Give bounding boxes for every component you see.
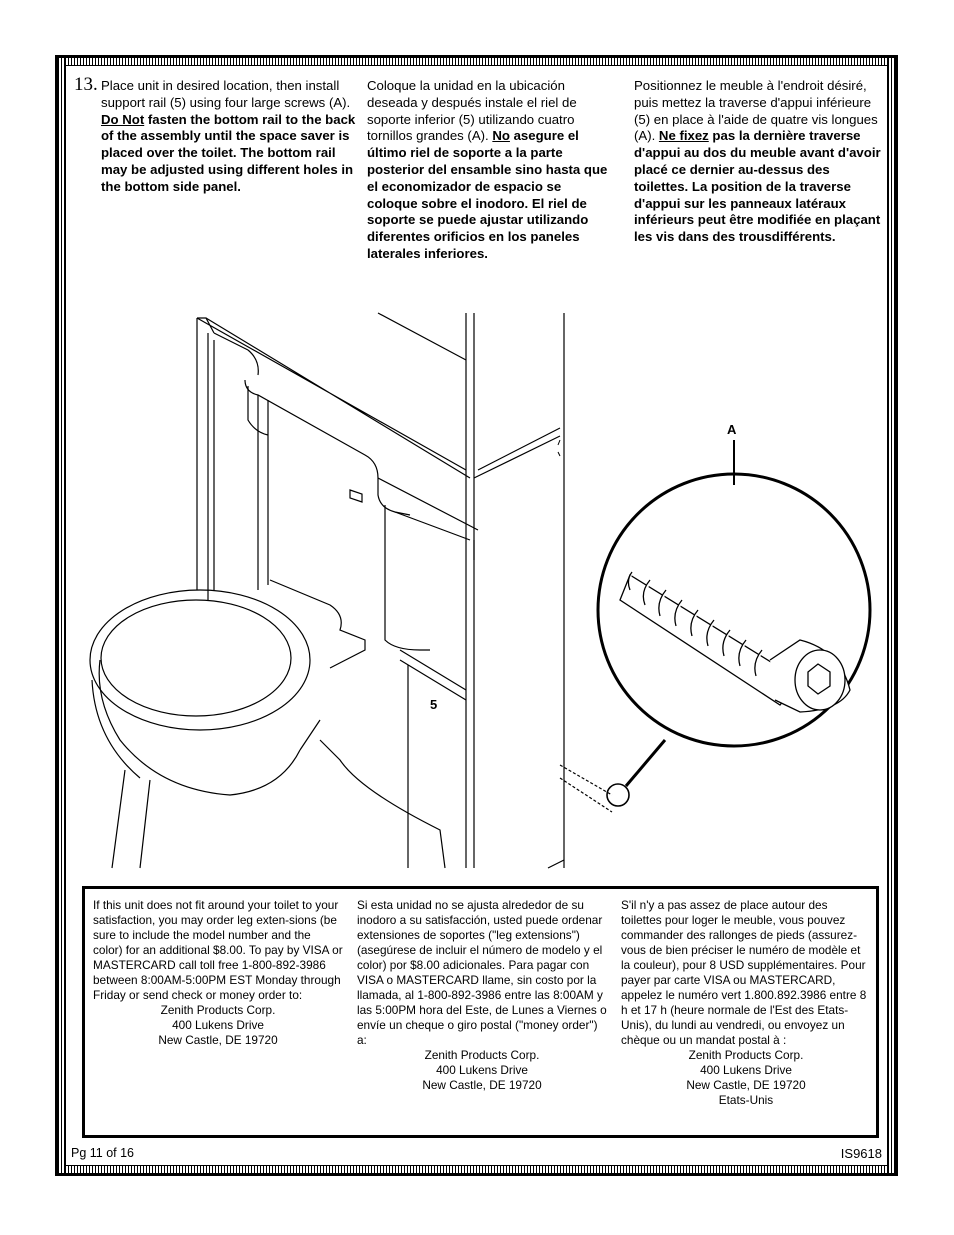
notice-english xyxy=(93,898,343,1048)
instruction-english-bold: fasten the bottom rail to the back of the assembly until the space saver is placed over the toilet. The bottom rail may be adjusted using different holes in the bottom side panel. xyxy=(101,111,356,194)
instruction-spanish-plain: Coloque la unidad en la ubicación deseada y después instale el riel de soporte inferior (5) utilizando cuatro tornillos grandes (A). xyxy=(367,78,577,144)
notice-spanish-address-line: Zenith Products Corp. xyxy=(424,1048,540,1062)
notice-english-address-line: New Castle, DE 19720 xyxy=(158,1033,278,1047)
notice-english-address-line: Zenith Products Corp. xyxy=(160,1003,276,1017)
instruction-english-warning: Do Not xyxy=(101,111,145,127)
notice-english-text: If this unit does not fit around your toilet to your satisfaction, you may order leg exten-sions (be sure to include the model number and the color) for an additional $8.00. To pay by VISA or MASTERCARD call toll free 1-800-892-3986 between 8:00AM-5:00PM EST Monday through Friday or send check or money order to: xyxy=(93,898,343,1002)
notice-spanish-text: Si esta unidad no se ajusta alrededor de su inodoro a su satisfacción, usted puede ordenar extensiones de soportes ("leg extensions") (asegúrese de incluir el número de modelo y el color) por $8.00 adicionales. Para pagar con VISA o MASTERCARD llame, sin costo por la llamada, al 1-800-892-3986 entre las 8:00AM y las 5:00PM hora del Este, de Lunes a Viernes o envíe un cheque o giro postal ("money order") a: xyxy=(357,898,607,1047)
document-id: IS9618 xyxy=(840,1146,882,1161)
instruction-spanish-bold: asegure el último riel de soporte a la parte posterior del ensamble sino hasta que el economizador de espacio se coloque sobre el inodoro. El riel de soporte se puede ajustar utilizando diferentes orificios en los paneles laterales inferiores. xyxy=(367,128,608,261)
instruction-english xyxy=(101,78,359,196)
instruction-spanish-warning: No xyxy=(492,128,510,144)
step-number: 13. xyxy=(74,74,98,95)
notice-french-text: S'il n'y a pas assez de place autour des toilettes pour loger le meuble, vous pouvez commander des rallonges de pieds (assurez-vous de bien préciser le numéro de modèle et la couleur), pour 8 USD supplémentaires. Pour payer par carte VISA ou MASTERCARD, appelez le numéro vert 1.800.892.3986 entre 8 h et 17 h (heure normale de l'Est des Etats-Unis), du lundi au vendredi, ou envoyez un chèque ou un mandat postal à : xyxy=(621,898,867,1047)
instruction-french-bold: pas la dernière traverse d'appui au dos du meuble avant d'avoir placé ce dernier au-dessus des toilettes. La position de la traverse d'appui sur les panneaux latéraux inférieurs peut être modifiée en plaçant les vis dans des trousdifférents. xyxy=(634,128,881,245)
instruction-french xyxy=(634,78,886,246)
notice-french-address-line: Etats-Unis xyxy=(718,1093,774,1107)
screw-lines xyxy=(560,765,612,812)
instruction-french-plain: Positionnez le meuble à l'endroit désiré, puis mettez la traverse d'appui inférieure (5) en place à l'aide de quatre vis longues (A). xyxy=(634,78,878,144)
notice-spanish xyxy=(357,898,607,1093)
instruction-spanish xyxy=(367,78,612,263)
cabinet-drawing xyxy=(90,313,564,868)
instruction-french-warning: Ne fixez xyxy=(658,128,709,144)
label-a: A xyxy=(727,422,737,437)
callout-line xyxy=(626,740,665,786)
notice-spanish-address-line: 400 Lukens Drive xyxy=(436,1063,528,1077)
instruction-english-plain: Place unit in desired location, then install support rail (5) using four large screws (A). xyxy=(101,78,351,110)
screw-drawing xyxy=(620,572,850,712)
notice-spanish-address-line: New Castle, DE 19720 xyxy=(422,1078,542,1092)
notice-french xyxy=(621,898,871,1108)
notice-french-address-line: New Castle, DE 19720 xyxy=(686,1078,806,1092)
notice-english-address-line: 400 Lukens Drive xyxy=(172,1018,264,1032)
page-number: Pg 11 of 16 xyxy=(71,1146,135,1160)
label-5: 5 xyxy=(430,697,438,712)
screw-callout-circle xyxy=(607,784,629,806)
notice-french-address-line: 400 Lukens Drive xyxy=(700,1063,792,1077)
assembly-diagram xyxy=(70,300,890,875)
notice-french-address-line: Zenith Products Corp. xyxy=(688,1048,804,1062)
